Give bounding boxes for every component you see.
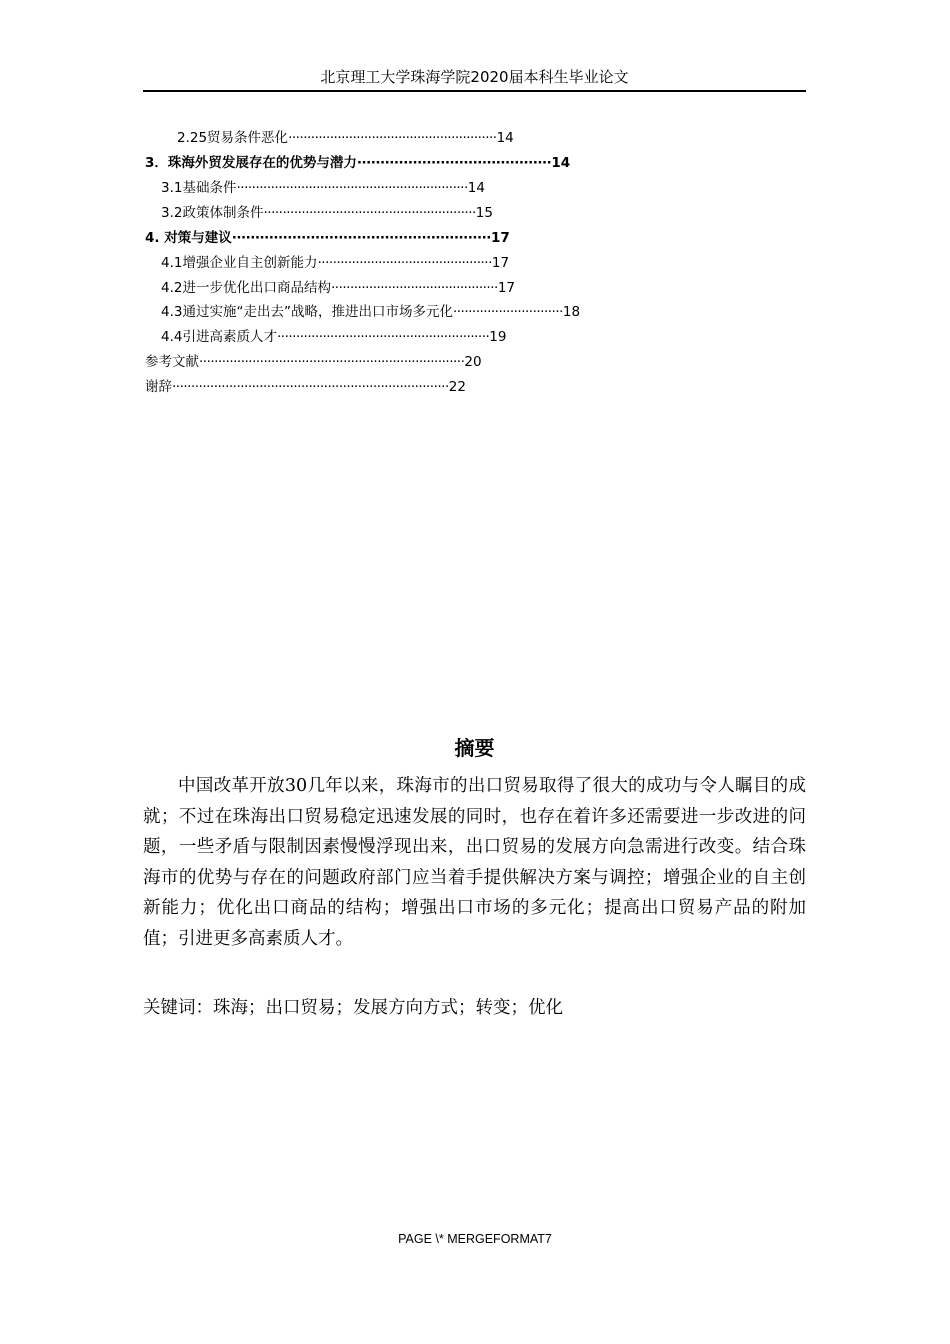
toc-page-number: 18 [562,304,581,320]
toc-entry-label: 4.1增强企业自主创新能力 [161,255,318,271]
toc-entry[interactable] [145,352,482,372]
toc-leader: ························································ [276,329,490,345]
toc-leader: ························································ [231,230,491,246]
toc-page-number: 14 [496,130,514,146]
toc-leader: ····························································· [236,180,468,196]
toc-entry[interactable] [177,128,514,148]
toc-entry-label: 4. 对策与建议 [145,230,232,246]
toc-page-number: 14 [467,180,485,196]
toc-leader: ······················································· [288,130,497,146]
toc-leader: ·········································· [356,155,552,171]
toc-entry-label: 3.1基础条件 [161,180,237,196]
toc-leader: ····························· [452,304,563,320]
toc-entry[interactable] [145,153,570,173]
toc-entry[interactable] [161,302,580,322]
toc-page-number: 14 [551,155,571,171]
toc-leader: ······································································ [199,354,465,370]
toc-entry-label: 4.4引进高素质人才 [161,329,277,345]
toc-entry[interactable] [145,377,466,397]
page-header: 北京理工大学珠海学院2020届本科生毕业论文 [320,68,629,86]
page-footer: PAGE \* MERGEFORMAT7 [398,1232,552,1246]
toc-page-number: 20 [464,354,482,370]
toc-page-number: 17 [497,280,515,296]
toc-entry-label: 谢辞 [145,379,172,395]
toc-entry-label: 4.3通过实施“走出去”战略，推进出口市场多元化 [161,304,453,320]
toc-entry[interactable] [161,253,509,273]
toc-page-number: 22 [448,379,466,395]
toc-leader: ········································································· [172,379,449,395]
toc-entry[interactable] [161,178,485,198]
keywords: 关键词：珠海；出口贸易；发展方向方式；转变；优化 [143,998,563,1018]
toc-leader: ·············································· [317,255,492,271]
toc-entry-label: 3.2政策体制条件 [161,205,264,221]
toc-page-number: 19 [489,329,507,345]
toc-entry[interactable] [161,203,493,223]
toc-page-number: 15 [475,205,493,221]
toc-page-number: 17 [490,230,510,246]
toc-leader: ············································ [330,280,498,296]
toc-entry[interactable] [161,278,515,298]
toc-entry[interactable] [145,228,510,248]
abstract-body: 中国改革开放30几年以来，珠海市的出口贸易取得了很大的成功与令人瞩目的成就；不过在珠海出口贸易稳定迅速发展的同时，也存在着许多还需要进一步改进的问题，一些矛盾与限制因素慢慢浮现出来，出口贸易的发展方向急需进行改变。结合珠海市的优势与存在的问题政府部门应当着手提供解决方案与调控；增强企业的自主创新能力；优化出口商品的结构；增强出口市场的多元化；提高出口贸易产品的附加值；引进更多高素质人才。 [143,776,806,949]
toc-entry-label: 2.25贸易条件恶化 [177,130,289,146]
toc-entry-label: 参考文献 [145,354,199,370]
abstract-title: 摘要 [454,736,495,760]
toc-page-number: 17 [491,255,510,271]
toc-entry-label: 4.2进一步优化出口商品结构 [161,280,331,296]
toc-entry-label: 3．珠海外贸发展存在的优势与潜力 [145,155,357,171]
toc-leader: ························································ [263,205,476,221]
header-rule [143,90,806,92]
toc-entry[interactable] [161,327,506,347]
